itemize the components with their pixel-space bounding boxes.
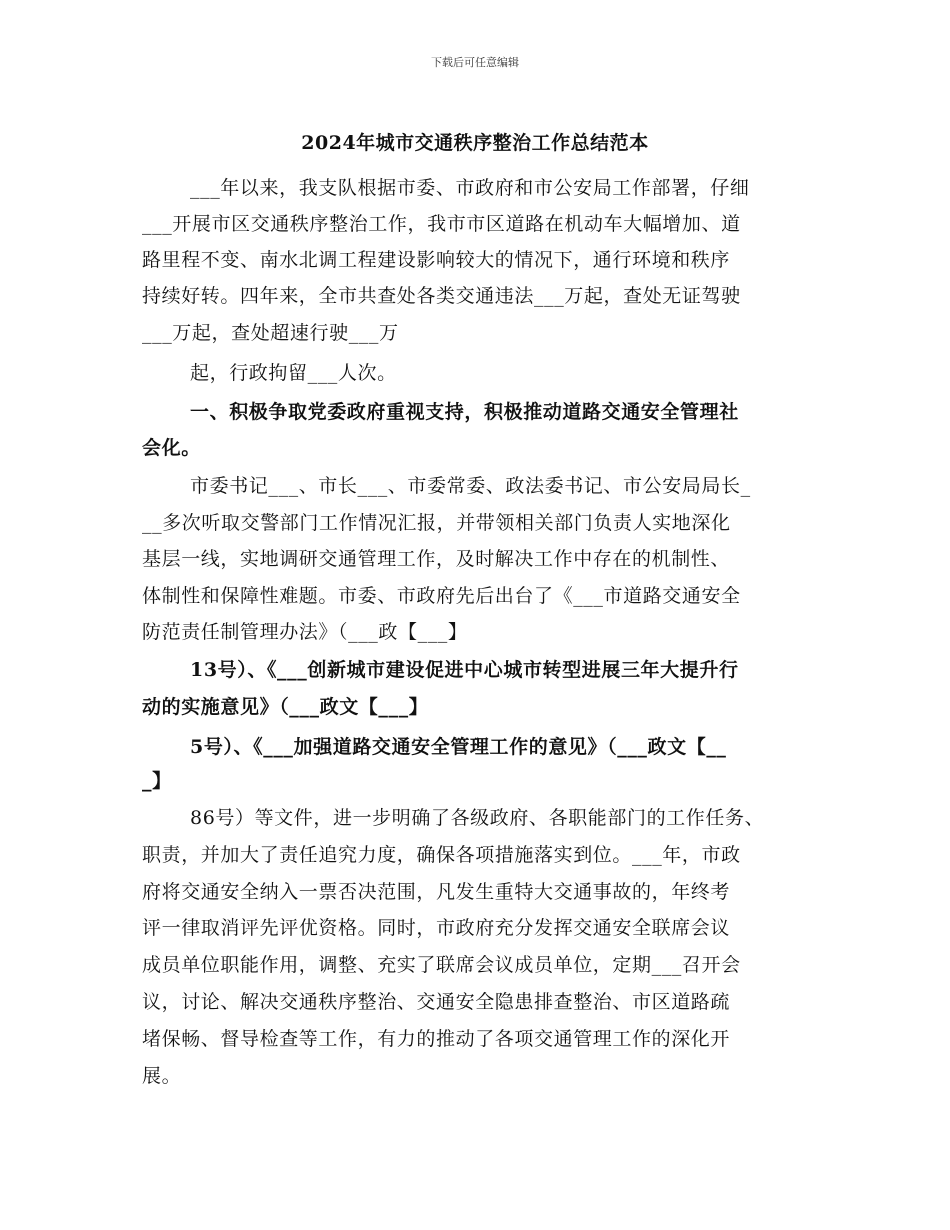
paragraph-line: __多次听取交警部门工作情况汇报，并带领相关部门负责人实地深化 bbox=[142, 512, 731, 534]
section-heading: 一、积极争取党委政府重视支持，积极推动道路交通安全管理社 bbox=[190, 401, 739, 423]
paragraph-line: 展。 bbox=[142, 1065, 182, 1087]
paragraph-line: 防范责任制管理办法》（___政【___】 bbox=[142, 621, 468, 643]
paragraph-line: 成员单位职能作用，调整、充实了联席会议成员单位，定期___召开会 bbox=[142, 954, 741, 976]
paragraph-line: ___开展市区交通秩序整治工作，我市市区道路在机动车大幅增加、道 bbox=[142, 213, 741, 235]
paragraph-line: 起，行政拘留___人次。 bbox=[190, 362, 397, 384]
paragraph-line: ___年以来，我支队根据市委、市政府和市公安局工作部署，仔细 bbox=[190, 177, 750, 199]
paragraph-line: 持续好转。四年来，全市共查处各类交通违法___万起，查处无证驾驶 bbox=[142, 285, 741, 307]
paragraph-line: ___万起，查处超速行驶___万 bbox=[142, 322, 399, 344]
paragraph-line: 议，讨论、解决交通秩序整治、交通安全隐患排查整治、市区道路疏 bbox=[142, 991, 731, 1013]
document-title: 2024年城市交通秩序整治工作总结范本 bbox=[301, 132, 649, 154]
paragraph-line: 体制性和保障性难题。市委、市政府先后出台了《___市道路交通安全 bbox=[142, 585, 741, 607]
header-note: 下载后可任意编辑 bbox=[431, 56, 519, 69]
paragraph-line: 评一律取消评先评优资格。同时，市政府充分发挥交通安全联席会议 bbox=[142, 917, 731, 939]
bold-line: 5号）、《___加强道路交通安全管理工作的意见》（___政文【__ bbox=[190, 736, 727, 758]
bold-line: 13号）、《___创新城市建设促进中心城市转型进展三年大提升行 bbox=[190, 659, 739, 681]
paragraph-line: 职责，并加大了责任追究力度，确保各项措施落实到位。___年，市政 bbox=[142, 844, 741, 866]
paragraph-line: 基层一线，实地调研交通管理工作，及时解决工作中存在的机制性、 bbox=[142, 548, 731, 570]
paragraph-line: 86号）等文件，进一步明确了各级政府、各职能部门的工作任务、 bbox=[190, 807, 765, 829]
paragraph-line: 路里程不变、南水北调工程建设影响较大的情况下，通行环境和秩序 bbox=[142, 249, 731, 271]
bold-line: 动的实施意见》（___政文【___】 bbox=[142, 696, 429, 718]
paragraph-line: 市委书记___、市长___、市委常委、政法委书记、市公安局局长_ bbox=[190, 475, 751, 497]
paragraph-line: 府将交通安全纳入一票否决范围，凡发生重特大交通事故的，年终考 bbox=[142, 881, 731, 903]
bold-line: _】 bbox=[142, 770, 172, 792]
section-heading: 会化。 bbox=[142, 437, 201, 459]
paragraph-line: 堵保畅、督导检查等工作，有力的推动了各项交通管理工作的深化开 bbox=[142, 1028, 731, 1050]
